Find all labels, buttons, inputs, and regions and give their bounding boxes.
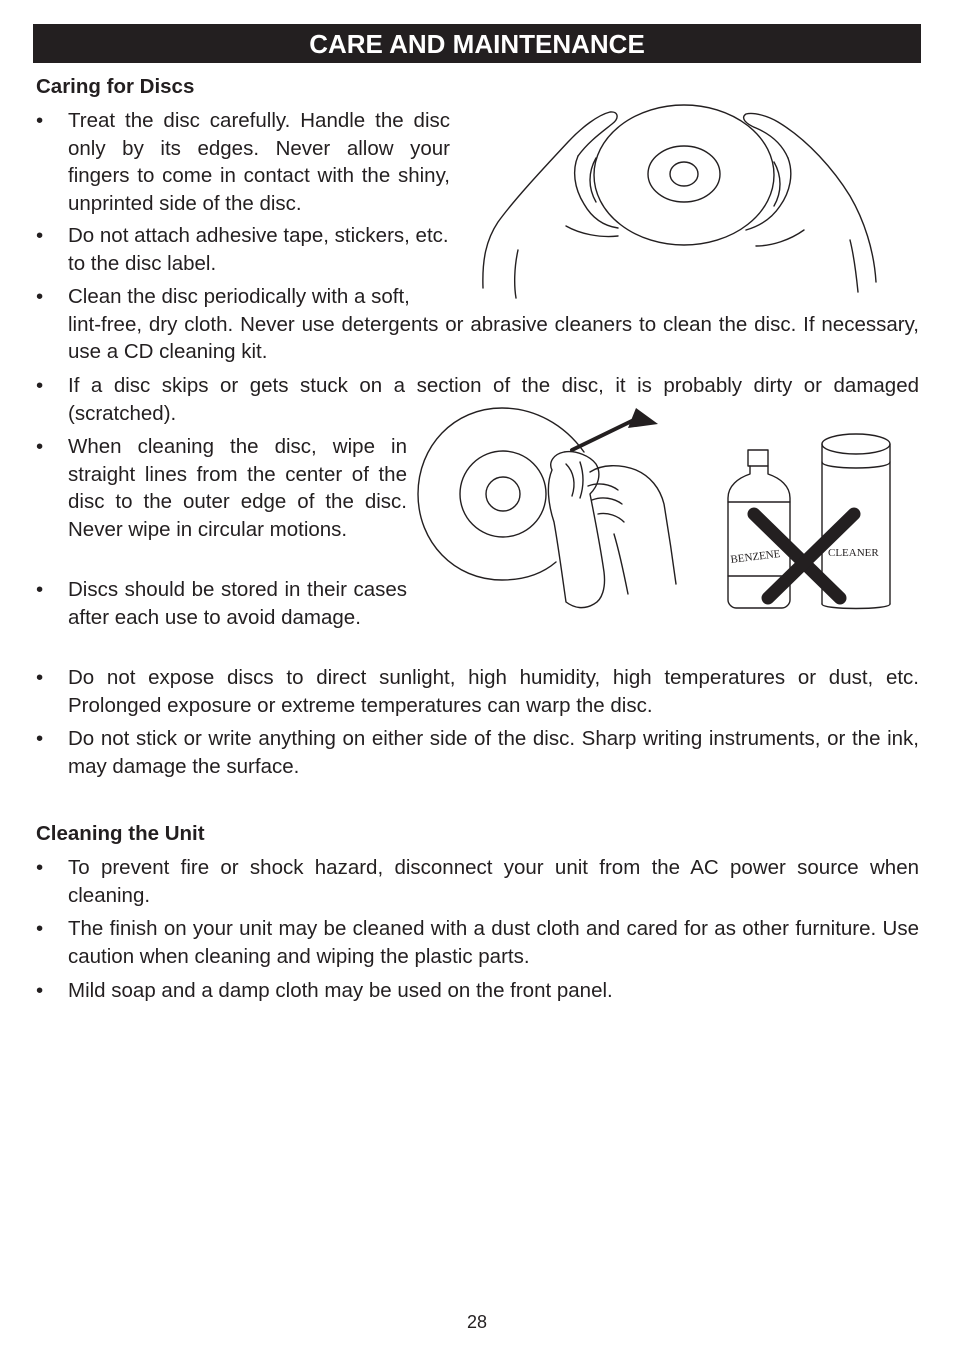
list-item-text: Clean the disc periodically with a soft, <box>68 285 410 308</box>
bullet: • <box>36 435 44 458</box>
bullet: • <box>36 666 44 689</box>
heading-cleaning-the-unit: Cleaning the Unit <box>36 822 205 845</box>
bullet: • <box>36 727 44 750</box>
disc-wiping-illustration <box>414 404 694 614</box>
list-item <box>36 915 919 970</box>
bullet: • <box>36 917 44 940</box>
list-item-text: If a disc skips or gets stuck on a section of the disc, it is probably dirty or damaged (scratched). <box>68 374 919 425</box>
no-solvents-illustration <box>724 428 896 612</box>
outward-arrow-icon <box>628 408 658 428</box>
list-item-text: When cleaning the disc, wipe in straight lines from the center of the disc to the outer edge of the disc. Never wipe in circular motions. <box>68 435 407 541</box>
list-item <box>36 576 407 631</box>
bullet: • <box>36 856 44 879</box>
section-title-banner: CARE AND MAINTENANCE <box>33 24 921 63</box>
bullet: • <box>36 374 44 397</box>
benzene-label: BENZENE <box>729 547 782 566</box>
list-item <box>36 222 450 277</box>
list-item-text: The finish on your unit may be cleaned with a dust cloth and cared for as other furniture. Use caution when cleaning and wiping the plastic parts. <box>68 917 919 968</box>
hands-holding-disc-illustration <box>478 100 888 305</box>
list-item-text: Treat the disc carefully. Handle the disc only by its edges. Never allow your fingers to come in contact with the shiny, unprinted side of the disc. <box>68 109 450 215</box>
page-number: 28 <box>466 1312 488 1332</box>
list-item-text: Do not attach adhesive tape, stickers, etc. to the disc label. <box>68 224 449 275</box>
list-item <box>36 725 919 780</box>
bullet: • <box>36 285 44 308</box>
disc-outline <box>594 105 774 245</box>
list-item-text: Do not expose discs to direct sunlight, high humidity, high temperatures or dust, etc. Prolonged exposure or extreme temperatures can warp the disc. <box>68 666 919 717</box>
benzene-bottle-cap <box>748 450 768 466</box>
bullet: • <box>36 979 44 1002</box>
disc-center-hole <box>670 162 698 186</box>
heading-caring-for-discs: Caring for Discs <box>36 75 195 98</box>
list-item-text: To prevent fire or shock hazard, disconnect your unit from the AC power source when cleaning. <box>68 856 919 907</box>
cleaner-can-top <box>822 434 890 454</box>
list-item <box>36 107 450 217</box>
bullet: • <box>36 109 44 132</box>
list-item-text-continued: lint-free, dry cloth. Never use detergents or abrasive cleaners to clean the disc. If necessary, use a CD cleaning kit. <box>68 312 919 363</box>
list-item <box>36 977 919 1005</box>
list-item <box>36 664 919 719</box>
disc-hub-ring <box>648 146 720 202</box>
list-item-text: Do not stick or write anything on either side of the disc. Sharp writing instruments, or the ink, may damage the surface. <box>68 727 919 778</box>
list-item-text: Discs should be stored in their cases after each use to avoid damage. <box>68 578 407 629</box>
bullet: • <box>36 578 44 601</box>
list-item <box>36 854 919 909</box>
cleaner-label: CLEANER <box>828 547 879 559</box>
disc-hub-ring <box>460 451 546 537</box>
list-item-text: Mild soap and a damp cloth may be used on the front panel. <box>68 979 613 1002</box>
list-item <box>36 433 407 543</box>
disc-center-hole <box>486 477 520 511</box>
bullet: • <box>36 224 44 247</box>
